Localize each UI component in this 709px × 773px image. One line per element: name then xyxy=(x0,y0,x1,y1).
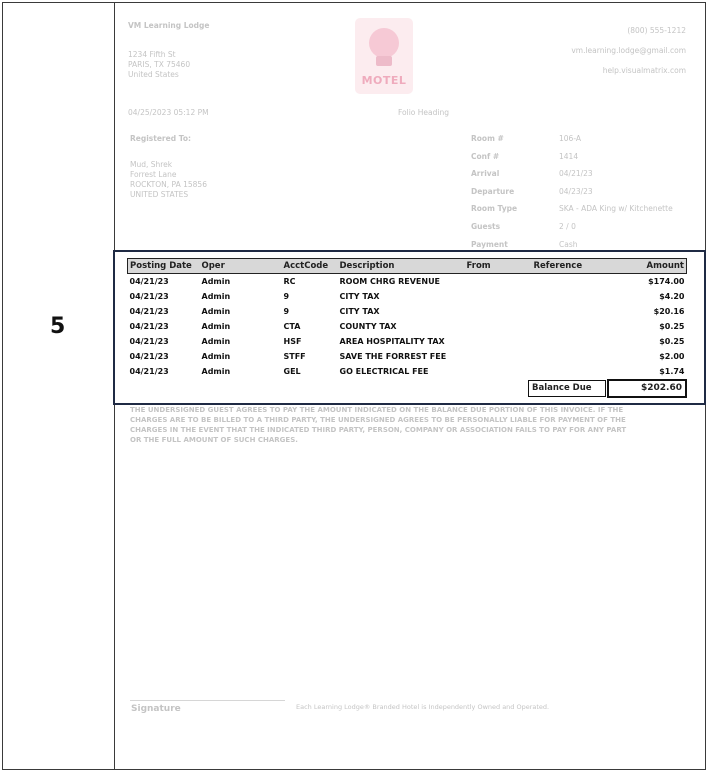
table-cell: COUNTY TAX xyxy=(339,321,397,331)
table-cell xyxy=(465,334,532,349)
table-row xyxy=(128,304,687,319)
step-column xyxy=(2,2,115,770)
charges-highlight-box xyxy=(113,250,706,405)
conf-value: 1414 xyxy=(559,151,579,161)
table-cell: Admin xyxy=(201,291,231,301)
step-number: 5 xyxy=(50,314,66,339)
charges-header-row xyxy=(128,259,687,274)
table-cell: STFF xyxy=(283,351,306,361)
table-cell xyxy=(465,319,532,334)
table-cell: Admin xyxy=(201,276,231,286)
lightbulb-icon xyxy=(369,28,399,58)
arrival-value: 04/21/23 xyxy=(559,169,593,179)
table-cell: RC xyxy=(283,276,296,286)
table-cell xyxy=(465,289,532,304)
room-type-label: Room Type xyxy=(471,204,518,214)
table-cell: $20.16 xyxy=(653,306,685,316)
address-line: 1234 Fifth St xyxy=(128,50,176,59)
table-cell: Admin xyxy=(201,306,231,316)
hotel-website: help.visualmatrix.com xyxy=(602,66,686,75)
table-row xyxy=(128,289,687,304)
table-cell: GEL xyxy=(283,366,301,376)
table-row xyxy=(128,364,687,379)
table-cell: $0.25 xyxy=(659,336,685,346)
table-cell xyxy=(532,364,612,379)
guests-value: 2 / 0 xyxy=(559,221,576,231)
room-value: 106-A xyxy=(559,134,581,143)
room-label: Room # xyxy=(471,134,504,143)
table-cell: Admin xyxy=(201,336,231,346)
balance-due-value: $202.60 xyxy=(607,379,687,398)
motel-logo xyxy=(355,18,413,94)
table-cell: CITY TAX xyxy=(339,291,380,301)
table-row xyxy=(128,349,687,364)
payment-disclaimer: THE UNDERSIGNED GUEST AGREES TO PAY THE AMOUNT INDICATED ON THE BALANCE DUE PORTION OF THIS INVOICE. IF THE CHARGES ARE TO BE BILLED TO A THIRD PARTY, THE UNDERSIGNED AGREES TO BE PERSONALLY LIABLE FOR PAYMENT OF THE CHARGES IN THE EVENT THAT THE INDICATED THIRD PARTY, PERSON, COMPANY OR ASSOCIATION FAILS TO PAY FOR ANY PART OR THE FULL AMOUNT OF SUCH CHARGES. xyxy=(130,406,627,444)
table-cell: ROOM CHRG REVENUE xyxy=(339,276,441,286)
col-from: From xyxy=(465,259,532,274)
table-cell: $1.74 xyxy=(659,366,685,376)
charges-table xyxy=(127,258,687,379)
table-cell: 04/21/23 xyxy=(129,291,169,301)
folio-document xyxy=(115,2,706,770)
address-line: United States xyxy=(128,70,179,79)
table-cell: 04/21/23 xyxy=(129,366,169,376)
col-reference: Reference xyxy=(532,259,612,274)
table-cell xyxy=(532,274,612,289)
departure-value: 04/23/23 xyxy=(559,186,593,196)
guests-label: Guests xyxy=(471,221,501,231)
room-info-values xyxy=(559,130,673,253)
table-cell: GO ELECTRICAL FEE xyxy=(339,366,429,376)
departure-label: Departure xyxy=(471,186,515,196)
table-row xyxy=(128,274,687,289)
hotel-address xyxy=(128,50,190,80)
balance-due-label: Balance Due xyxy=(528,380,606,397)
table-cell xyxy=(532,334,612,349)
table-cell: $2.00 xyxy=(659,351,685,361)
guest-line: Mud, Shrek xyxy=(130,160,173,169)
signature-label: Signature xyxy=(131,704,181,714)
registered-to-label: Registered To: xyxy=(130,134,191,143)
table-cell: $4.20 xyxy=(659,291,685,301)
table-cell: 9 xyxy=(283,291,290,301)
table-cell xyxy=(532,304,612,319)
table-cell xyxy=(532,349,612,364)
table-cell xyxy=(532,289,612,304)
payment-value: Cash xyxy=(559,239,578,249)
signature-line xyxy=(130,700,285,701)
table-cell: AREA HOSPITALITY TAX xyxy=(339,336,445,346)
room-type-value: SKA - ADA King w/ Kitchenette xyxy=(559,204,673,214)
col-acctcode: AcctCode xyxy=(282,259,338,274)
col-description: Description xyxy=(338,259,465,274)
table-cell: 04/21/23 xyxy=(129,321,169,331)
conf-label: Conf # xyxy=(471,151,500,161)
hotel-contact xyxy=(571,21,686,81)
table-cell: 04/21/23 xyxy=(129,276,169,286)
hotel-name: VM Learning Lodge xyxy=(128,21,210,30)
guest-line: ROCKTON, PA 15856 xyxy=(130,180,207,189)
table-cell: CITY TAX xyxy=(339,306,380,316)
table-cell: $174.00 xyxy=(648,276,685,286)
table-row xyxy=(128,319,687,334)
table-cell: SAVE THE FORREST FEE xyxy=(339,351,447,361)
room-info-labels xyxy=(471,130,517,253)
table-cell: Admin xyxy=(201,321,231,331)
hotel-email: vm.learning.lodge@gmail.com xyxy=(571,46,686,55)
table-cell: 9 xyxy=(283,306,290,316)
hotel-phone: (800) 555-1212 xyxy=(627,26,686,35)
table-cell xyxy=(465,274,532,289)
table-cell: 04/21/23 xyxy=(129,306,169,316)
guest-line: Forrest Lane xyxy=(130,170,177,179)
guest-info xyxy=(130,160,207,200)
table-cell: 04/21/23 xyxy=(129,336,169,346)
logo-text: MOTEL xyxy=(361,74,407,87)
payment-label: Payment xyxy=(471,239,508,249)
table-cell xyxy=(465,304,532,319)
table-row xyxy=(128,334,687,349)
lightbulb-base xyxy=(376,56,392,66)
table-cell xyxy=(532,319,612,334)
table-cell: CTA xyxy=(283,321,301,331)
footer-note: Each Learning Lodge® Branded Hotel is Independently Owned and Operated. xyxy=(296,703,550,711)
col-oper: Oper xyxy=(200,259,282,274)
folio-heading: Folio Heading xyxy=(398,108,449,117)
folio-date: 04/25/2023 05:12 PM xyxy=(128,108,209,117)
table-cell: 04/21/23 xyxy=(129,351,169,361)
table-cell xyxy=(465,349,532,364)
table-cell: HSF xyxy=(283,336,302,346)
table-cell: $0.25 xyxy=(659,321,685,331)
table-cell: Admin xyxy=(201,366,231,376)
guest-line: UNITED STATES xyxy=(130,190,189,199)
arrival-label: Arrival xyxy=(471,169,500,179)
col-posting-date: Posting Date xyxy=(128,259,200,274)
col-amount: Amount xyxy=(612,259,687,274)
table-cell: Admin xyxy=(201,351,231,361)
address-line: PARIS, TX 75460 xyxy=(128,60,191,69)
table-cell xyxy=(465,364,532,379)
